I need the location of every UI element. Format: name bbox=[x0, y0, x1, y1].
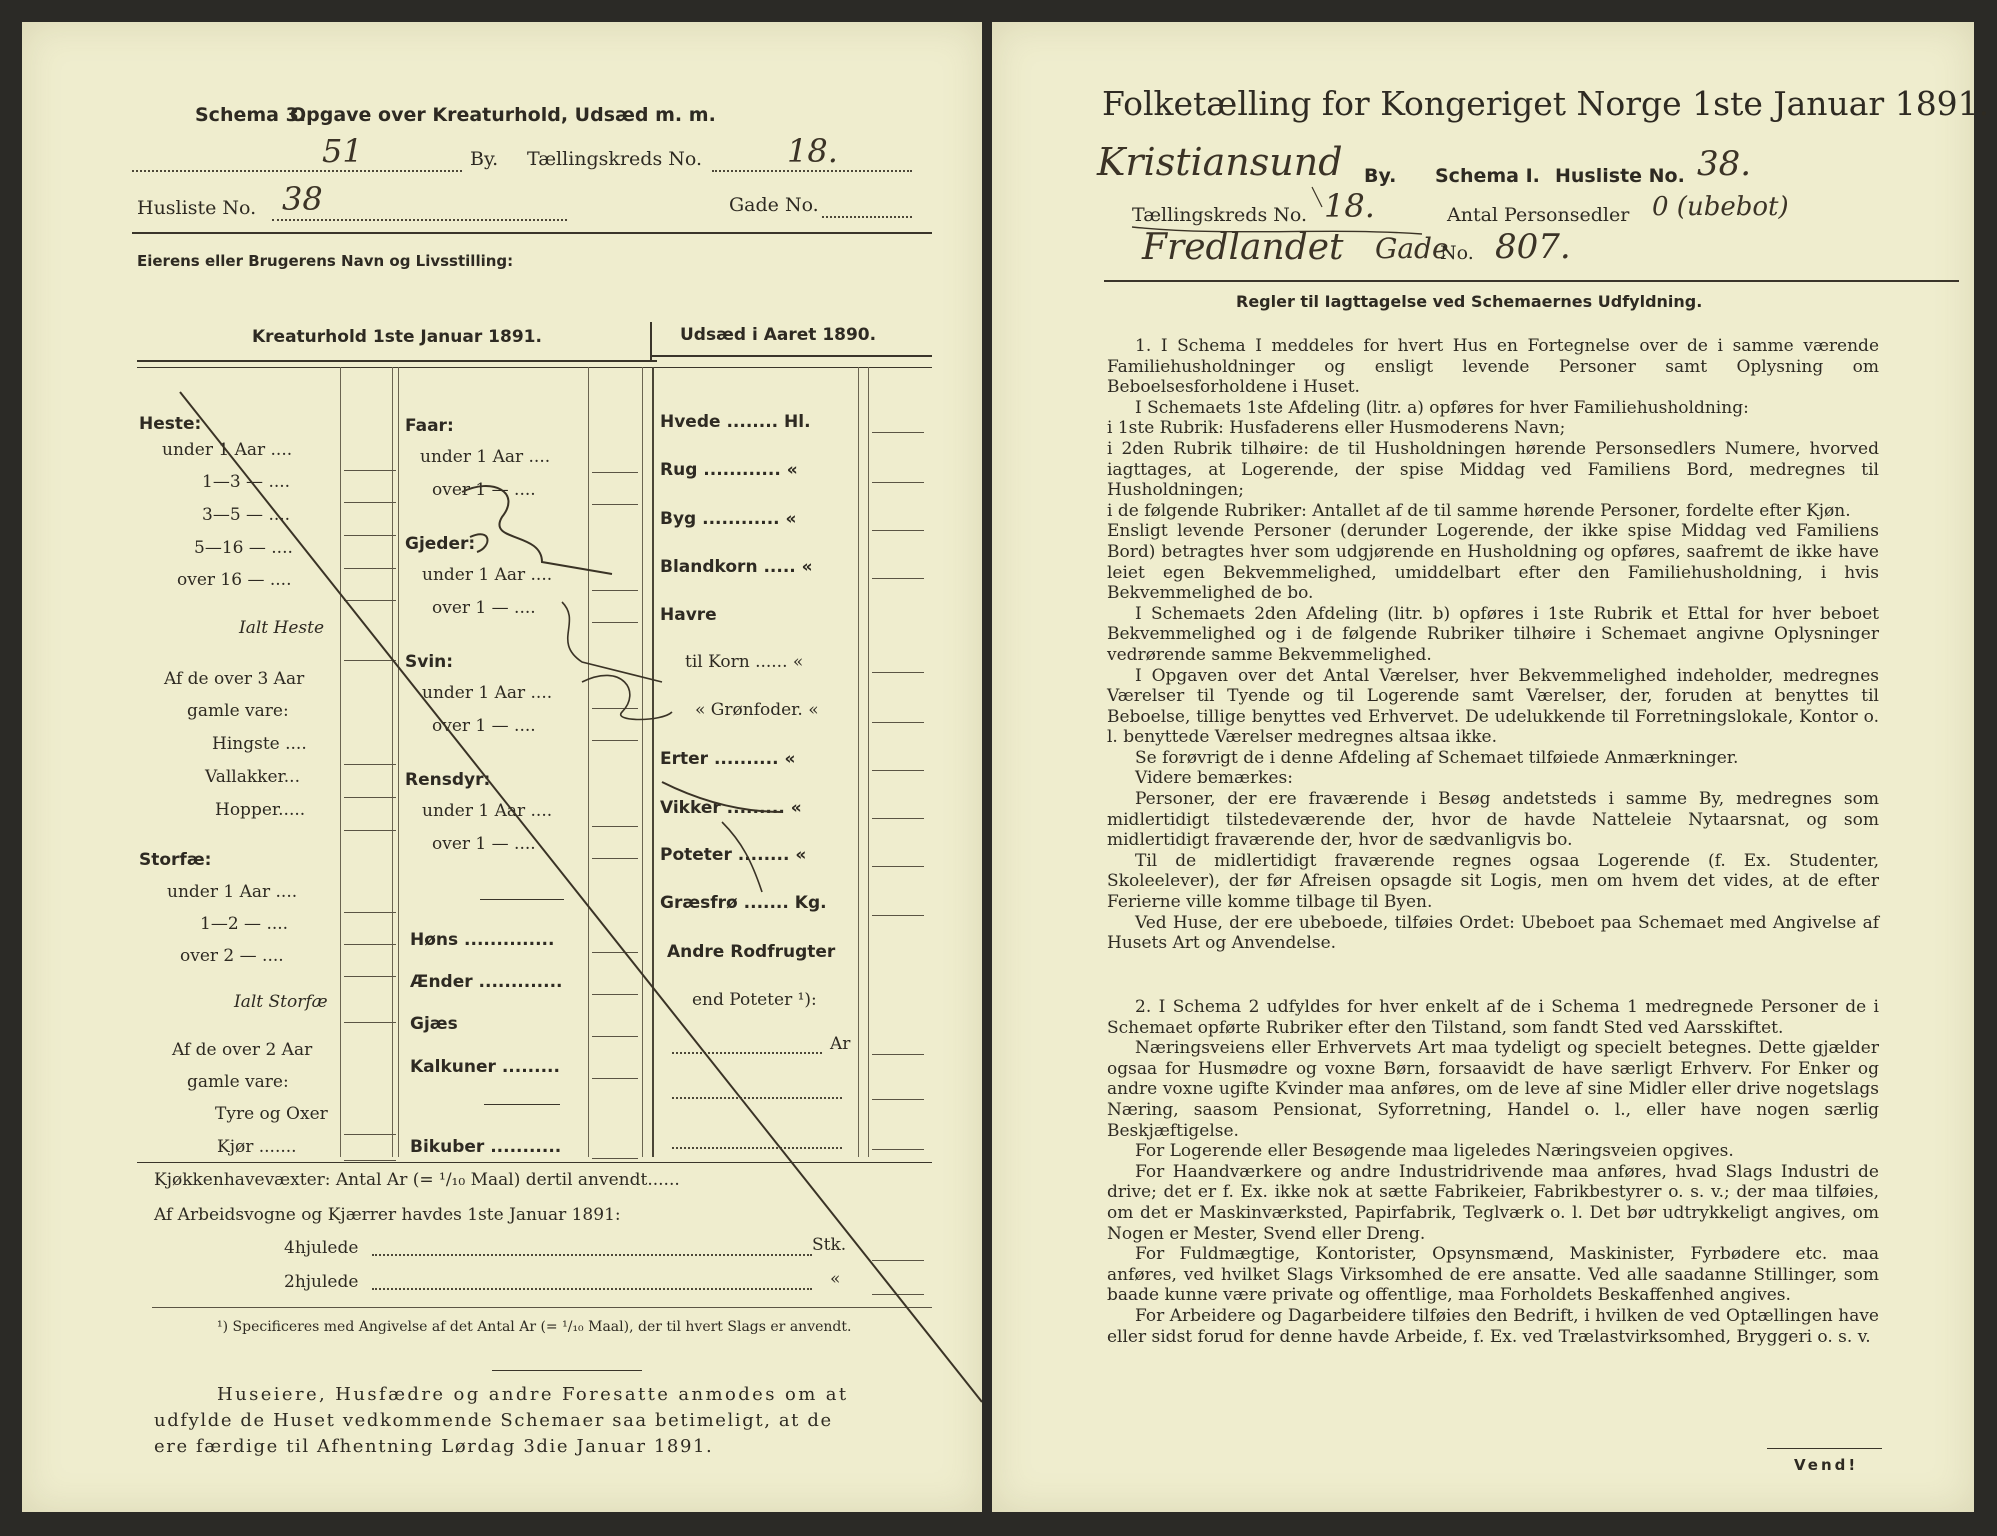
gade-label: Gade No. bbox=[729, 194, 819, 216]
gjeder-row-1: under 1 Aar .... bbox=[422, 565, 553, 585]
heste-row-2: 1—3 — .... bbox=[202, 472, 291, 492]
andre-rodfrugter: Andre Rodfrugter bbox=[667, 942, 836, 962]
vikker: Vikker ......... « bbox=[660, 798, 802, 818]
faar-heading: Faar: bbox=[405, 416, 454, 436]
gamle-vare-1: gamle vare: bbox=[187, 701, 289, 721]
census-title: Folketælling for Kongeriget Norge 1ste Januar 1891. bbox=[1102, 84, 1990, 123]
heste-row-4: 5—16 — .... bbox=[194, 538, 293, 558]
svin-heading: Svin: bbox=[405, 652, 454, 672]
udsaed-heading: Udsæd i Aaret 1890. bbox=[680, 325, 877, 345]
heste-heading: Heste: bbox=[139, 414, 202, 434]
heste-row-3: 3—5 — .... bbox=[202, 505, 291, 525]
rule-1-rubrik-2: i 2den Rubrik tilhøire: de til Husholdningen hørende Personsedlers Numere, hvorved iagttages, at Logerende, der spise Middag ved Familiens Bord, medregnes til Husholdningen; bbox=[1107, 438, 1879, 501]
to-hjulede: 2hjulede bbox=[284, 1272, 359, 1292]
handwriting-flourishes bbox=[992, 22, 1974, 1512]
vallakker: Vallakker... bbox=[205, 767, 300, 787]
erter: Erter .......... « bbox=[660, 749, 796, 769]
gjeder-row-2: over 1 — .... bbox=[432, 598, 536, 618]
storfae-row-1: under 1 Aar .... bbox=[167, 882, 298, 902]
byg: Byg ............ « bbox=[660, 509, 797, 529]
right-page-schema-1 bbox=[992, 22, 1990, 1512]
rule-1-logerende: Til de midlertidigt fraværende regnes ogsaa Logerende (f. Ex. Studenter, Skoleelever), der før Afreisen opsagde sit Logis, men om hvem det vides, at de efter Ferierne ville komme tilbage til Byen. bbox=[1107, 850, 1879, 913]
by-label: By. bbox=[470, 148, 499, 170]
kreds-handwritten-value: 18. bbox=[787, 132, 838, 170]
by-handwritten-value: Kristiansund bbox=[1097, 140, 1343, 184]
vend-note: Vend! bbox=[1794, 1456, 1859, 1474]
rule-1-ubeboede: Ved Huse, der ere ubeboede, tilføies Ordet: Ubeboet paa Schemaet med Angivelse af Husets Art og Anvendelse. bbox=[1107, 912, 1879, 954]
havre-gronfoder: « Grønfoder. « bbox=[695, 700, 819, 720]
graesfro: Græsfrø ....... Kg. bbox=[660, 893, 827, 913]
rule-2-haandvaerkere: For Haandværkere og andre Industridrivende maa anføres, hvad Slags Industri de drive; det er f. Ex. ikke nok at sætte Fabrikeier, Fabrikbestyrer o. s. v.; der maa tilføies, om det er Maskinværksted, Papirfabrik, Teglværk o. l. Det bør udtrykkeligt angives, om Nogen er Mester, Svend eller Dreng. bbox=[1107, 1161, 1879, 1244]
storfae-row-3: over 2 — .... bbox=[180, 946, 284, 966]
left-page-schema-3 bbox=[22, 22, 982, 1512]
pencil-strikeout-marks bbox=[22, 22, 982, 1512]
husliste-label: Husliste No. bbox=[137, 197, 257, 219]
ar-unit: Ar bbox=[830, 1034, 851, 1054]
husliste-label: Husliste No. bbox=[1555, 165, 1685, 187]
kreds-handwritten-value: 18. bbox=[1324, 187, 1375, 225]
storfae-heading: Storfæ: bbox=[139, 850, 212, 870]
havre-til-korn: til Korn ...... « bbox=[685, 652, 804, 672]
blandkorn: Blandkorn ..... « bbox=[660, 557, 813, 577]
kalkuner: Kalkuner ......... bbox=[410, 1057, 560, 1077]
end-poteter: end Poteter ¹): bbox=[692, 990, 817, 1010]
to-hjulede-ditto: « bbox=[830, 1269, 841, 1289]
kreaturhold-heading: Kreaturhold 1ste Januar 1891. bbox=[252, 327, 542, 347]
rules-heading: Regler til Iagttagelse ved Schemaernes Udfyldning. bbox=[1236, 292, 1703, 311]
bikuber: Bikuber ........... bbox=[410, 1137, 562, 1157]
closing-line-1: Huseiere, Husfædre og andre Foresatte anmodes om at bbox=[217, 1384, 849, 1405]
rule-1-rubrik-1: i 1ste Rubrik: Husfaderens eller Husmoderens Navn; bbox=[1107, 418, 1566, 439]
fire-hjulede: 4hjulede bbox=[284, 1238, 359, 1258]
rule-2-arbeidere: For Arbeidere og Dagarbeidere tilføies den Bedrift, i hvilken de ved Optællingen have eller sidst forud for denne havde Arbeide, f. Ex. ved Trælastvirksomhed, Bryggeri o. s. v. bbox=[1107, 1305, 1879, 1347]
af-over-3-aar: Af de over 3 Aar bbox=[164, 669, 305, 689]
rule-1-videre: Videre bemærkes: bbox=[1135, 768, 1293, 789]
gjeder-heading: Gjeder: bbox=[405, 534, 476, 554]
gade-label: Gade bbox=[1375, 232, 1449, 265]
footnote: ¹) Specificeres med Angivelse af det Antal Ar (= ¹/₁₀ Maal), der til hvert Slags er anvendt. bbox=[217, 1319, 852, 1335]
rensdyr-row-1: under 1 Aar .... bbox=[422, 801, 553, 821]
kjokkenhavevaexter: Kjøkkenhavevæxter: Antal Ar (= ¹/₁₀ Maal) dertil anvendt...... bbox=[154, 1170, 680, 1190]
rule-1-fravaerende: Personer, der ere fraværende i Besøg andetsteds i samme By, medregnes som midlertidigt tilstedeværende der, hvor de havde Natteleie Nytaarsnat, og som midlertidigt fraværende der, hvor de sædvanligvis bo. bbox=[1107, 789, 1879, 851]
schema-number: Schema I. bbox=[1435, 165, 1540, 187]
rule-2-fuldmaegtige: For Fuldmægtige, Kontorister, Opsynsmænd, Maskinister, Fyrbødere etc. maa anføres, ved hvilket Slags Virksomhed de ere ansatte. Ved alle saadanne Stillinger, som baade kunne være private og offentlige, maa Forholdets Beskaffenhed angives. bbox=[1107, 1244, 1879, 1306]
husliste-handwritten-value: 38 bbox=[282, 180, 323, 218]
hons: Høns .............. bbox=[410, 930, 555, 950]
antal-handwritten-value: 0 (ubebot) bbox=[1652, 192, 1789, 222]
closing-line-3: ere færdige til Afhentning Lørdag 3die Januar 1891. bbox=[154, 1436, 714, 1457]
svin-row-1: under 1 Aar .... bbox=[422, 683, 553, 703]
storfae-row-2: 1—2 — .... bbox=[200, 914, 289, 934]
eier-label: Eierens eller Brugerens Navn og Livsstilling: bbox=[137, 252, 514, 270]
kreds-label: Tællingskreds No. bbox=[1132, 204, 1307, 226]
arbeidsvogne: Af Arbeidsvogne og Kjærrer havdes 1ste Januar 1891: bbox=[154, 1205, 621, 1225]
by-handwritten-value: 51 bbox=[322, 132, 363, 170]
aender: Ænder ............. bbox=[410, 972, 563, 992]
havre: Havre bbox=[660, 605, 717, 625]
rule-1-anmaerkninger: Se forøvrigt de i denne Afdeling af Schemaet tilføiede Anmærkninger. bbox=[1135, 747, 1739, 768]
faar-row-2: over 1 — .... bbox=[432, 480, 536, 500]
rule-1-intro: 1. I Schema I meddeles for hvert Hus en Fortegnelse over de i samme værende Familiehusholdninger og ensligt levende Personer samt Oplysning om Beboelsesforholdene i Huset. bbox=[1107, 336, 1879, 398]
antal-label: Antal Personsedler bbox=[1447, 204, 1630, 226]
kreds-label: Tællingskreds No. bbox=[527, 148, 702, 170]
tyre-og-oxer: Tyre og Oxer bbox=[215, 1104, 328, 1124]
af-over-2-aar: Af de over 2 Aar bbox=[172, 1040, 313, 1060]
gjaes: Gjæs bbox=[410, 1014, 458, 1034]
no-handwritten-value: 807. bbox=[1495, 227, 1571, 267]
rule-2-logerende: For Logerende eller Besøgende maa ligeledes Næringsveien opgives. bbox=[1135, 1141, 1734, 1162]
schema-title: Opgave over Kreaturhold, Udsæd m. m. bbox=[290, 104, 716, 126]
rule-1-folgende-rubriker: i de følgende Rubriker: Antallet af de til samme hørende Personer, fordelte efter Kjøn. bbox=[1107, 500, 1851, 521]
poteter: Poteter ........ « bbox=[660, 845, 807, 865]
husliste-handwritten-value: 38. bbox=[1697, 144, 1752, 184]
rensdyr-heading: Rensdyr: bbox=[405, 770, 491, 790]
hingste: Hingste .... bbox=[212, 734, 307, 754]
hopper: Hopper..... bbox=[215, 800, 306, 820]
ialt-heste: Ialt Heste bbox=[239, 618, 325, 638]
faar-row-1: under 1 Aar .... bbox=[420, 447, 551, 467]
rensdyr-row-2: over 1 — .... bbox=[432, 834, 536, 854]
gade-handwritten-value: Fredlandet bbox=[1142, 227, 1344, 268]
stk-unit: Stk. bbox=[812, 1235, 847, 1255]
rule-1-afdeling-b: I Schemaets 2den Afdeling (litr. b) opføres i 1ste Rubrik et Ettal for hver beboet Bekvemmelighed og i de følgende Rubriker tilhøire i Schemaet angivne Oplysninger vedrørende samme Bekvemmelighed. bbox=[1107, 603, 1879, 665]
svin-row-2: over 1 — .... bbox=[432, 716, 536, 736]
rule-1-vaerelser: I Opgaven over det Antal Værelser, hver Bekvemmelighed indeholder, medregnes Værelser til Tyende og til Logerende samt Værelser, der, foruden at benyttes til Beboelse, tillige benyttes ved Erhvervet. De udelukkende til Forretningslokale, Kontor o. l. benyttede Værelser medregnes altsaa ikke. bbox=[1107, 665, 1879, 748]
by-label: By. bbox=[1364, 165, 1397, 187]
gamle-vare-2: gamle vare: bbox=[187, 1072, 289, 1092]
kjor: Kjør ....... bbox=[217, 1137, 297, 1157]
rule-1-ensligt-levende: Ensligt levende Personer (derunder Logerende, der ikke spise Middag ved Familiens Bord) betragtes hver som udgjørende en Husholdning og opføres, saafremt de ikke have leiet egen Bekvemmelighed, umiddelbart efter den Familiehusholdning, i hvis Bekvemmelighed de bo. bbox=[1107, 521, 1879, 604]
no-label: No. bbox=[1440, 242, 1474, 264]
closing-line-2: udfylde de Huset vedkommende Schemaer saa betimeligt, at de bbox=[154, 1410, 833, 1431]
rule-2-intro: 2. I Schema 2 udfyldes for hver enkelt af de i Schema 1 medregnede Personer de i Schemaet opførte Rubriker efter den Tilstand, som fandt Sted ved Aarsskiftet. bbox=[1107, 997, 1879, 1038]
heste-row-5: over 16 — .... bbox=[177, 570, 292, 590]
ialt-storfae: Ialt Storfæ bbox=[234, 992, 328, 1012]
schema-number: Schema 3. bbox=[195, 104, 307, 126]
rule-2-naeringsvei: Næringsveiens eller Erhvervets Art maa tydeligt og specielt betegnes. Dette gjælder ogsaa for Husmødre og voxne Børn, forsaavidt de have særligt Erhverv. For Enker og andre voxne ugifte Kvinder maa anføres, om de leve af sine Midler eller drive nogetslags Næring, saasom Pensionat, Syforretning, Handel o. l., eller have nogen særlig Beskjæftigelse. bbox=[1107, 1038, 1879, 1141]
heste-row-1: under 1 Aar .... bbox=[162, 440, 293, 460]
rule-1-afdeling-a: I Schemaets 1ste Afdeling (litr. a) opføres for hver Familiehusholdning: bbox=[1135, 397, 1749, 418]
rug: Rug ............ « bbox=[660, 460, 798, 480]
hvede: Hvede ........ Hl. bbox=[660, 412, 811, 432]
